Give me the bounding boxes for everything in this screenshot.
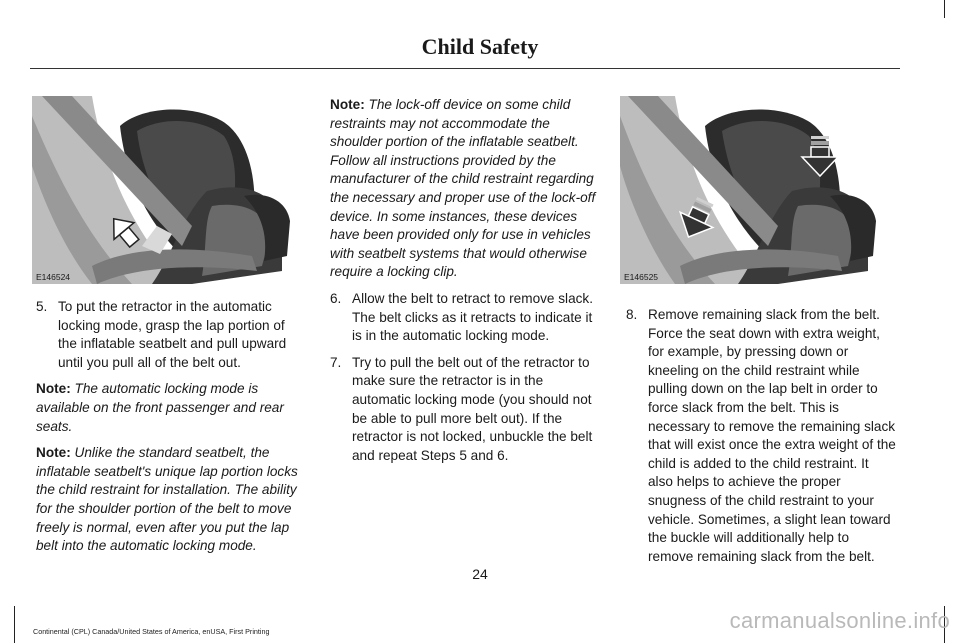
right-column xyxy=(626,306,896,566)
figure-retractor-lap-pull xyxy=(32,96,302,284)
step-number: 8. xyxy=(626,307,638,322)
figure-id-right: E146525 xyxy=(624,272,659,282)
illustration-child-seat-press xyxy=(620,96,890,284)
step-text: Remove remaining slack from the belt. Force the seat down with extra weight, for example, by pressing down or kneeling on the child restraint while pulling down on the lap belt in order to force slack from the belt. This is necessary to remove the remaining slack that will exist once the extra weight of the child is added to the child restraint. It also helps to achieve the proper snugness of the child restraint to your vehicle. Sometimes, a slight lean toward the buckle will additionally help to remove remaining slack from the belt. xyxy=(648,307,896,564)
figure-remove-slack xyxy=(620,96,890,284)
step-7 xyxy=(330,354,600,466)
note-label: Note: xyxy=(36,445,71,461)
header-divider xyxy=(30,68,900,69)
note-label: Note: xyxy=(330,97,365,112)
note-text: The lock-off device on some child restraints may not accommodate the shoulder portion of the inflatable seatbelt. Follow all instructions provided by the manufacturer of the child restraint regarding the necessary and proper use of the lock-off device. In some instances, these devices have been provided only for use in vehicles with seatbelt systems that would otherwise require a locking clip. xyxy=(330,97,596,280)
step-number: 6. xyxy=(330,290,342,306)
step-5 xyxy=(36,298,302,372)
footer-edition: Continental (CPL) Canada/United States of America, enUSA, First Printing xyxy=(33,627,270,636)
page-number: 24 xyxy=(472,566,488,582)
step-8 xyxy=(626,306,896,566)
illustration-child-seat-pull xyxy=(32,96,302,284)
crop-mark xyxy=(944,0,945,18)
step-number: 7. xyxy=(330,354,342,370)
watermark: carmanualsonline.info xyxy=(729,608,950,633)
page-title: Child Safety xyxy=(421,34,539,59)
figure-id-left: E146524 xyxy=(36,272,71,282)
middle-column xyxy=(330,96,600,465)
note-lock-off-device xyxy=(330,96,600,282)
note-text: The automatic locking mode is available on the front passenger and rear seats. xyxy=(36,381,284,434)
left-column xyxy=(36,298,302,556)
step-number: 5. xyxy=(36,299,48,314)
note-inflatable-belt xyxy=(36,444,302,556)
step-text: Try to pull the belt out of the retractor to make sure the retractor is in the automatic locking mode (you should not be able to pull more belt out). If the retractor is not locked, unbuckle the belt and repeat Steps 5 and 6. xyxy=(352,354,593,463)
note-text: Unlike the standard seatbelt, the inflatable seatbelt's unique lap portion locks the child restraint for installation. The ability for the shoulder portion of the belt to move freely is normal, even after you put the lap belt into the automatic locking mode. xyxy=(36,445,298,554)
note-automatic-locking xyxy=(36,380,302,436)
step-text: Allow the belt to retract to remove slack. The belt clicks as it retracts to indicate it is in the automatic locking mode. xyxy=(352,290,594,344)
step-text: To put the retractor in the automatic locking mode, grasp the lap portion of the inflatable seatbelt and pull upward until you pull all of the belt out. xyxy=(58,299,287,370)
note-label: Note: xyxy=(36,381,71,397)
crop-mark xyxy=(14,606,15,643)
step-6 xyxy=(330,290,600,346)
